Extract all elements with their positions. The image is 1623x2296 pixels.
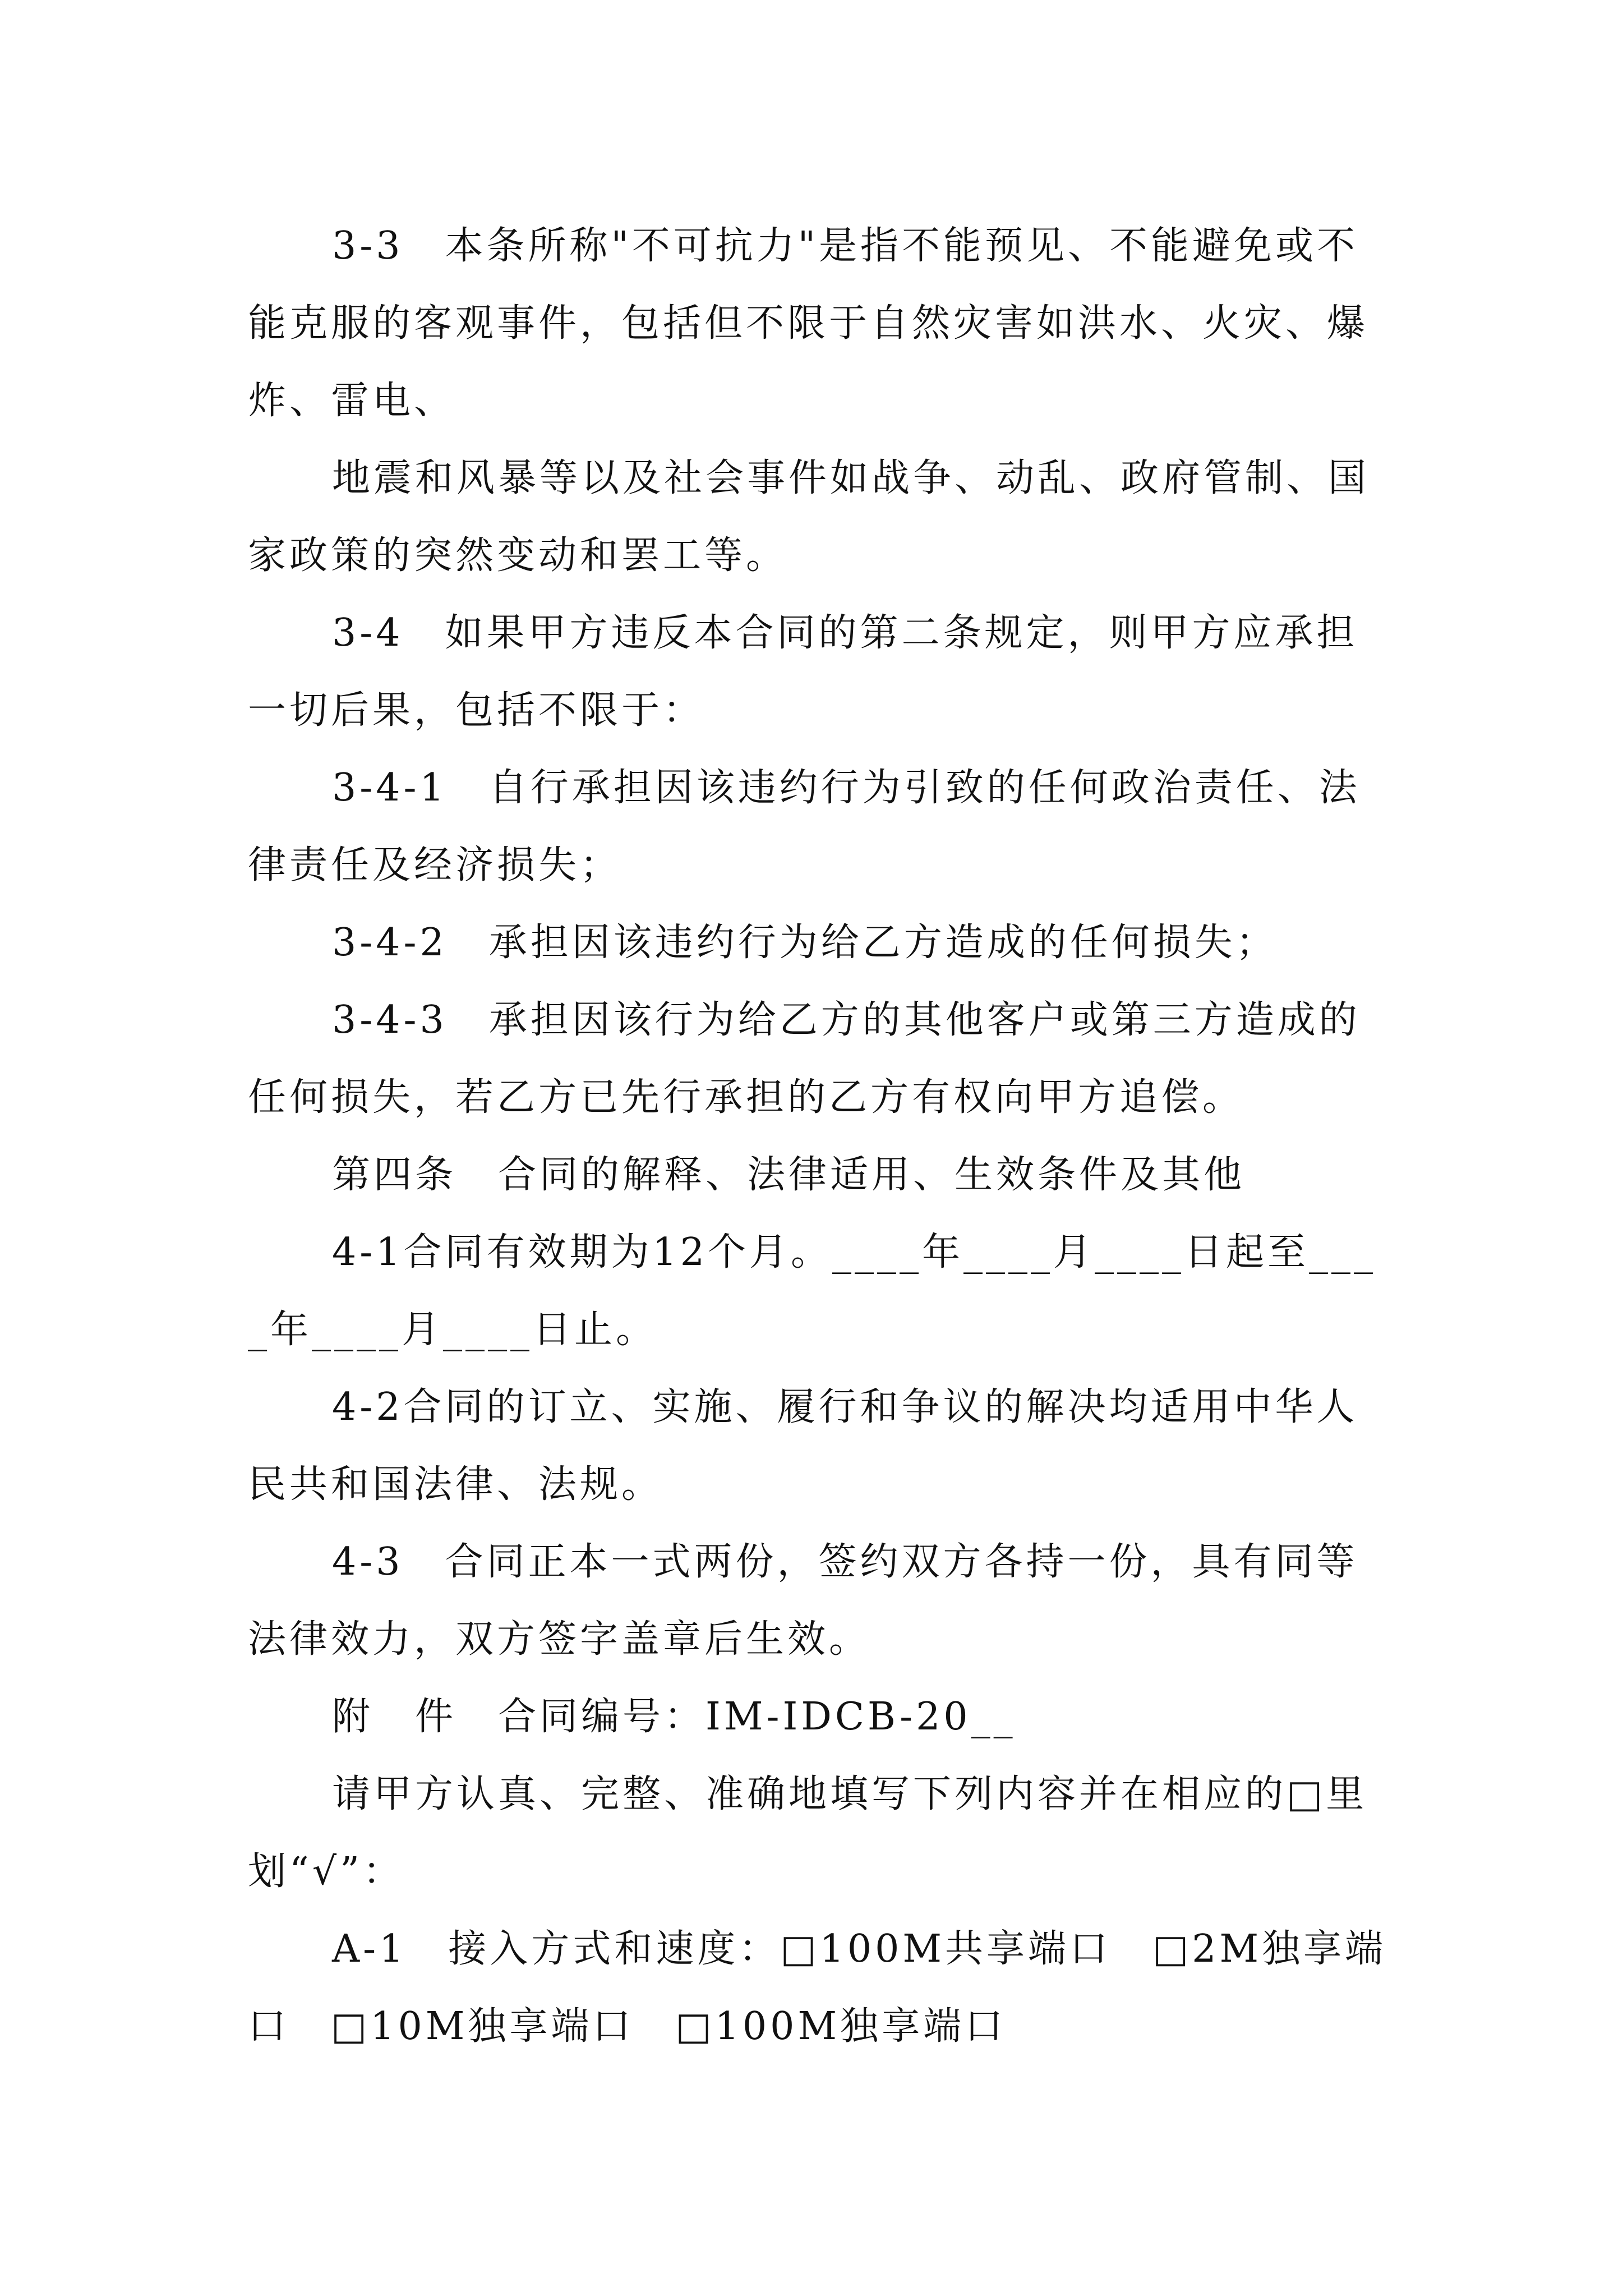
paragraph-4-2: 4-2合同的订立、实施、履行和争议的解决均适用中华人民共和国法律、法规。 — [248, 1385, 1358, 1507]
section-heading-article-4: 第四条 合同的解释、法律适用、生效条件及其他 — [332, 1153, 1246, 1197]
paragraph-3-4-1: 3-4-1 自行承担因该违约行为引致的任何政治责任、法律责任及经济损失； — [248, 766, 1361, 887]
paragraph-4-3: 4-3 合同正本一式两份，签约双方各持一份，具有同等法律效力，双方签字盖章后生效。 — [248, 1540, 1358, 1662]
paragraph-a-1-access-options: A-1 接入方式和速度：□100M共享端口 □2M独享端口 □10M独享端口 □100M独享端口 — [248, 1927, 1387, 2049]
paragraph-3-4-3: 3-4-3 承担因该行为给乙方的其他客户或第三方造成的任何损失，若乙方已先行承担的乙方有权向甲方追偿。 — [248, 998, 1361, 1120]
paragraph-3-3-continued: 地震和风暴等以及社会事件如战争、动乱、政府管制、国家政策的突然变动和罢工等。 — [248, 456, 1370, 578]
paragraph-3-4-2: 3-4-2 承担因该违约行为给乙方造成的任何损失； — [332, 921, 1278, 965]
paragraph-3-3: 3-3 本条所称"不可抗力"是指不能预见、不能避免或不能克服的客观事件，包括但不限于自然灾害如洪水、火灾、爆炸、雷电、 — [248, 224, 1369, 423]
paragraph-4-1: 4-1合同有效期为12个月。____年____月____日起至____年____月____日止。 — [248, 1230, 1377, 1352]
attachment-contract-number: 附 件 合同编号：IM-IDCB-20__ — [332, 1695, 1016, 1739]
paragraph-3-4: 3-4 如果甲方违反本合同的第二条规定，则甲方应承担一切后果，包括不限于： — [248, 611, 1358, 733]
document-body — [248, 208, 1392, 2065]
attachment-instruction: 请甲方认真、完整、准确地填写下列内容并在相应的□里划“√”： — [248, 1772, 1368, 1894]
